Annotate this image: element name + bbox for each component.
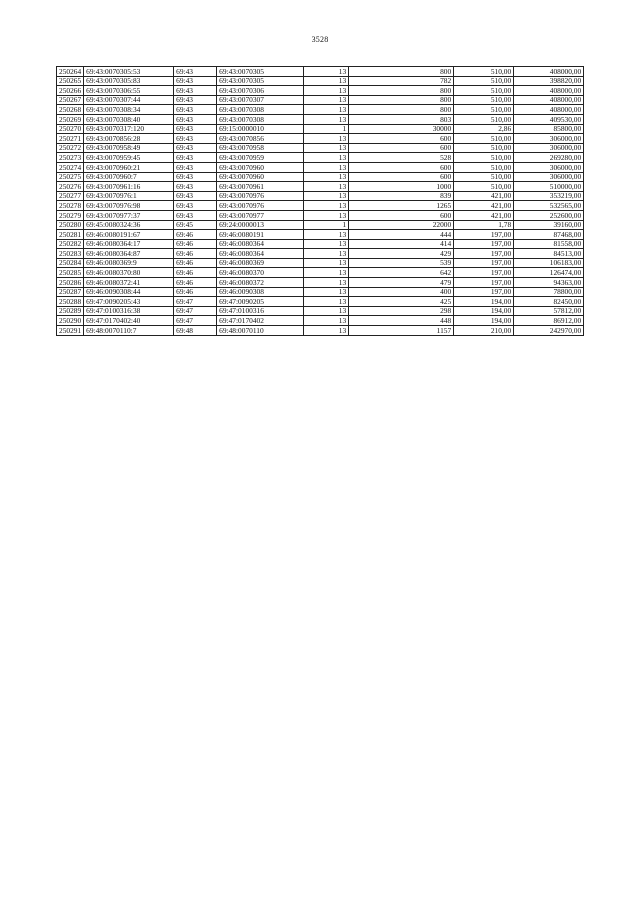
specific-value-cell: 421,00 [454,201,514,211]
table-row [57,76,584,86]
area-cell: 600 [349,162,454,172]
zone-number-cell: 69:46:0080372 [217,278,304,288]
quarter-cell: 69:43 [174,86,217,96]
row-number-cell: 250287 [57,287,84,297]
table-row [57,172,584,182]
specific-value-cell: 510,00 [454,76,514,86]
area-cell: 800 [349,105,454,115]
cadastral-value-cell: 78800,00 [514,287,584,297]
group-code-cell: 13 [304,268,349,278]
cadastral-number-cell: 69:43:0070308:40 [84,114,174,124]
row-number-cell: 250274 [57,162,84,172]
area-cell: 448 [349,316,454,326]
cadastral-number-cell: 69:43:0070856:28 [84,134,174,144]
specific-value-cell: 510,00 [454,105,514,115]
zone-number-cell: 69:47:0100316 [217,306,304,316]
specific-value-cell: 197,00 [454,278,514,288]
area-cell: 1265 [349,201,454,211]
cadastral-value-cell: 408000,00 [514,67,584,77]
table-row [57,268,584,278]
zone-number-cell: 69:43:0070976 [217,191,304,201]
table-row [57,249,584,259]
table-row [57,287,584,297]
quarter-cell: 69:43 [174,134,217,144]
cadastral-number-cell: 69:48:0070110:7 [84,326,174,336]
area-cell: 429 [349,249,454,259]
area-cell: 400 [349,287,454,297]
area-cell: 642 [349,268,454,278]
cadastral-number-cell: 69:43:0070317:120 [84,124,174,134]
table-row [57,258,584,268]
cadastral-number-cell: 69:43:0070306:55 [84,86,174,96]
cadastral-value-cell: 408000,00 [514,86,584,96]
zone-number-cell: 69:43:0070305 [217,67,304,77]
zone-number-cell: 69:43:0070959 [217,153,304,163]
quarter-cell: 69:43 [174,114,217,124]
cadastral-value-table [56,66,584,336]
row-number-cell: 250269 [57,114,84,124]
area-cell: 800 [349,86,454,96]
row-number-cell: 250268 [57,105,84,115]
area-cell: 803 [349,114,454,124]
area-cell: 414 [349,239,454,249]
row-number-cell: 250286 [57,278,84,288]
row-number-cell: 250273 [57,153,84,163]
zone-number-cell: 69:43:0070976 [217,201,304,211]
table-row [57,162,584,172]
table-row [57,86,584,96]
table-row [57,201,584,211]
table-row [57,239,584,249]
area-cell: 1157 [349,326,454,336]
zone-number-cell: 69:46:0080364 [217,249,304,259]
quarter-cell: 69:46 [174,287,217,297]
specific-value-cell: 510,00 [454,172,514,182]
zone-number-cell: 69:43:0070305 [217,76,304,86]
quarter-cell: 69:45 [174,220,217,230]
row-number-cell: 250281 [57,230,84,240]
row-number-cell: 250266 [57,86,84,96]
group-code-cell: 13 [304,297,349,307]
quarter-cell: 69:46 [174,249,217,259]
quarter-cell: 69:43 [174,67,217,77]
cadastral-value-cell: 84513,00 [514,249,584,259]
area-cell: 479 [349,278,454,288]
table-body [57,67,584,336]
table-row [57,278,584,288]
quarter-cell: 69:43 [174,124,217,134]
zone-number-cell: 69:43:0070961 [217,182,304,192]
zone-number-cell: 69:48:0070110 [217,326,304,336]
row-number-cell: 250290 [57,316,84,326]
cadastral-number-cell: 69:43:0070305:53 [84,67,174,77]
cadastral-value-cell: 57812,00 [514,306,584,316]
specific-value-cell: 1,78 [454,220,514,230]
zone-number-cell: 69:46:0080369 [217,258,304,268]
group-code-cell: 13 [304,249,349,259]
table-row [57,297,584,307]
group-code-cell: 13 [304,278,349,288]
area-cell: 800 [349,95,454,105]
cadastral-number-cell: 69:43:0070958:49 [84,143,174,153]
group-code-cell: 13 [304,201,349,211]
row-number-cell: 250278 [57,201,84,211]
specific-value-cell: 510,00 [454,143,514,153]
area-cell: 528 [349,153,454,163]
quarter-cell: 69:43 [174,172,217,182]
cadastral-number-cell: 69:43:0070307:44 [84,95,174,105]
cadastral-value-cell: 510000,00 [514,182,584,192]
specific-value-cell: 510,00 [454,67,514,77]
table-row [57,153,584,163]
specific-value-cell: 510,00 [454,162,514,172]
quarter-cell: 69:43 [174,191,217,201]
cadastral-number-cell: 69:46:0080364:87 [84,249,174,259]
table-row [57,105,584,115]
area-cell: 600 [349,210,454,220]
table-row [57,306,584,316]
group-code-cell: 13 [304,239,349,249]
cadastral-value-cell: 353219,00 [514,191,584,201]
cadastral-value-cell: 242970,00 [514,326,584,336]
zone-number-cell: 69:43:0070308 [217,114,304,124]
zone-number-cell: 69:43:0070977 [217,210,304,220]
cadastral-number-cell: 69:43:0070308:34 [84,105,174,115]
cadastral-number-cell: 69:46:0080369:9 [84,258,174,268]
row-number-cell: 250267 [57,95,84,105]
zone-number-cell: 69:46:0080364 [217,239,304,249]
cadastral-number-cell: 69:46:0090308:44 [84,287,174,297]
group-code-cell: 13 [304,67,349,77]
row-number-cell: 250282 [57,239,84,249]
quarter-cell: 69:43 [174,76,217,86]
cadastral-value-cell: 94363,00 [514,278,584,288]
cadastral-value-cell: 252600,00 [514,210,584,220]
table-row [57,191,584,201]
group-code-cell: 1 [304,124,349,134]
cadastral-value-cell: 85800,00 [514,124,584,134]
cadastral-value-cell: 306000,00 [514,172,584,182]
group-code-cell: 13 [304,95,349,105]
zone-number-cell: 69:47:0090205 [217,297,304,307]
cadastral-value-cell: 408000,00 [514,105,584,115]
cadastral-number-cell: 69:46:0080364:17 [84,239,174,249]
row-number-cell: 250276 [57,182,84,192]
table-row [57,124,584,134]
row-number-cell: 250265 [57,76,84,86]
specific-value-cell: 197,00 [454,258,514,268]
group-code-cell: 13 [304,182,349,192]
group-code-cell: 13 [304,134,349,144]
cadastral-value-cell: 306000,00 [514,162,584,172]
quarter-cell: 69:46 [174,278,217,288]
group-code-cell: 1 [304,220,349,230]
group-code-cell: 13 [304,114,349,124]
cadastral-number-cell: 69:47:0100316:38 [84,306,174,316]
cadastral-number-cell: 69:46:0080372:41 [84,278,174,288]
specific-value-cell: 510,00 [454,134,514,144]
area-cell: 600 [349,143,454,153]
row-number-cell: 250279 [57,210,84,220]
specific-value-cell: 197,00 [454,249,514,259]
area-cell: 600 [349,172,454,182]
zone-number-cell: 69:46:0080191 [217,230,304,240]
zone-number-cell: 69:46:0080370 [217,268,304,278]
specific-value-cell: 510,00 [454,153,514,163]
cadastral-value-cell: 87468,00 [514,230,584,240]
cadastral-value-cell: 409530,00 [514,114,584,124]
cadastral-value-cell: 39160,00 [514,220,584,230]
area-cell: 839 [349,191,454,201]
table-row [57,220,584,230]
specific-value-cell: 194,00 [454,306,514,316]
quarter-cell: 69:43 [174,143,217,153]
cadastral-number-cell: 69:46:0080370:80 [84,268,174,278]
cadastral-number-cell: 69:45:0080324:36 [84,220,174,230]
row-number-cell: 250270 [57,124,84,134]
area-cell: 800 [349,67,454,77]
row-number-cell: 250271 [57,134,84,144]
table-row [57,210,584,220]
quarter-cell: 69:43 [174,153,217,163]
row-number-cell: 250289 [57,306,84,316]
group-code-cell: 13 [304,86,349,96]
area-cell: 22000 [349,220,454,230]
cadastral-number-cell: 69:43:0070960:7 [84,172,174,182]
group-code-cell: 13 [304,191,349,201]
zone-number-cell: 69:24:0000013 [217,220,304,230]
row-number-cell: 250288 [57,297,84,307]
specific-value-cell: 510,00 [454,95,514,105]
table-row [57,326,584,336]
quarter-cell: 69:47 [174,297,217,307]
specific-value-cell: 421,00 [454,191,514,201]
specific-value-cell: 2,86 [454,124,514,134]
row-number-cell: 250275 [57,172,84,182]
area-cell: 298 [349,306,454,316]
area-cell: 782 [349,76,454,86]
cadastral-value-cell: 81558,00 [514,239,584,249]
cadastral-number-cell: 69:47:0090205:43 [84,297,174,307]
specific-value-cell: 194,00 [454,316,514,326]
cadastral-number-cell: 69:43:0070976:98 [84,201,174,211]
row-number-cell: 250272 [57,143,84,153]
cadastral-value-cell: 106183,00 [514,258,584,268]
group-code-cell: 13 [304,105,349,115]
quarter-cell: 69:48 [174,326,217,336]
cadastral-number-cell: 69:46:0080191:67 [84,230,174,240]
group-code-cell: 13 [304,153,349,163]
quarter-cell: 69:47 [174,306,217,316]
cadastral-number-cell: 69:43:0070305:83 [84,76,174,86]
specific-value-cell: 197,00 [454,230,514,240]
area-cell: 30000 [349,124,454,134]
quarter-cell: 69:47 [174,316,217,326]
cadastral-value-cell: 532565,00 [514,201,584,211]
row-number-cell: 250280 [57,220,84,230]
group-code-cell: 13 [304,258,349,268]
quarter-cell: 69:46 [174,230,217,240]
zone-number-cell: 69:47:0170402 [217,316,304,326]
specific-value-cell: 510,00 [454,86,514,96]
cadastral-number-cell: 69:47:0170402:40 [84,316,174,326]
table-row [57,182,584,192]
quarter-cell: 69:43 [174,201,217,211]
group-code-cell: 13 [304,306,349,316]
zone-number-cell: 69:15:0000010 [217,124,304,134]
cadastral-value-cell: 269280,00 [514,153,584,163]
row-number-cell: 250283 [57,249,84,259]
specific-value-cell: 194,00 [454,297,514,307]
zone-number-cell: 69:46:0090308 [217,287,304,297]
specific-value-cell: 510,00 [454,114,514,124]
row-number-cell: 250264 [57,67,84,77]
zone-number-cell: 69:43:0070856 [217,134,304,144]
table-row [57,316,584,326]
group-code-cell: 13 [304,326,349,336]
cadastral-value-cell: 306000,00 [514,143,584,153]
page-number: 3528 [311,35,329,44]
table-row [57,134,584,144]
specific-value-cell: 421,00 [454,210,514,220]
group-code-cell: 13 [304,287,349,297]
quarter-cell: 69:43 [174,95,217,105]
area-cell: 600 [349,134,454,144]
quarter-cell: 69:46 [174,239,217,249]
quarter-cell: 69:46 [174,258,217,268]
cadastral-value-cell: 408000,00 [514,95,584,105]
group-code-cell: 13 [304,230,349,240]
zone-number-cell: 69:43:0070307 [217,95,304,105]
zone-number-cell: 69:43:0070958 [217,143,304,153]
table-row [57,143,584,153]
cadastral-number-cell: 69:43:0070960:21 [84,162,174,172]
table-row [57,67,584,77]
group-code-cell: 13 [304,316,349,326]
specific-value-cell: 197,00 [454,239,514,249]
cadastral-value-cell: 86912,00 [514,316,584,326]
quarter-cell: 69:43 [174,182,217,192]
cadastral-number-cell: 69:43:0070959:45 [84,153,174,163]
cadastral-number-cell: 69:43:0070977:37 [84,210,174,220]
cadastral-value-cell: 398820,00 [514,76,584,86]
quarter-cell: 69:43 [174,210,217,220]
group-code-cell: 13 [304,210,349,220]
row-number-cell: 250285 [57,268,84,278]
cadastral-number-cell: 69:43:0070976:1 [84,191,174,201]
cadastral-value-cell: 126474,00 [514,268,584,278]
zone-number-cell: 69:43:0070306 [217,86,304,96]
specific-value-cell: 510,00 [454,182,514,192]
zone-number-cell: 69:43:0070308 [217,105,304,115]
group-code-cell: 13 [304,76,349,86]
group-code-cell: 13 [304,172,349,182]
area-cell: 425 [349,297,454,307]
group-code-cell: 13 [304,143,349,153]
area-cell: 539 [349,258,454,268]
quarter-cell: 69:46 [174,268,217,278]
row-number-cell: 250277 [57,191,84,201]
group-code-cell: 13 [304,162,349,172]
zone-number-cell: 69:43:0070960 [217,172,304,182]
table-row [57,114,584,124]
cadastral-number-cell: 69:43:0070961:16 [84,182,174,192]
zone-number-cell: 69:43:0070960 [217,162,304,172]
specific-value-cell: 197,00 [454,287,514,297]
table-row [57,230,584,240]
quarter-cell: 69:43 [174,162,217,172]
row-number-cell: 250284 [57,258,84,268]
specific-value-cell: 210,00 [454,326,514,336]
cadastral-value-cell: 82450,00 [514,297,584,307]
cadastral-value-cell: 306000,00 [514,134,584,144]
specific-value-cell: 197,00 [454,268,514,278]
row-number-cell: 250291 [57,326,84,336]
area-cell: 444 [349,230,454,240]
table-row [57,95,584,105]
area-cell: 1000 [349,182,454,192]
quarter-cell: 69:43 [174,105,217,115]
